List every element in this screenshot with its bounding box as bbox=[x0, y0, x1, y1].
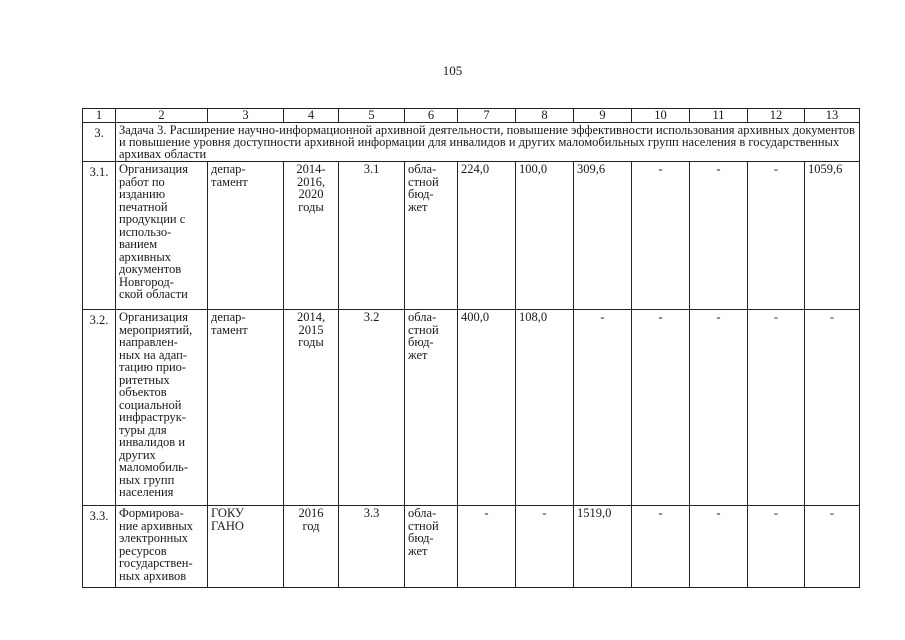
value-cell: - bbox=[748, 162, 805, 310]
value-cell: - bbox=[748, 310, 805, 506]
value-cell: - bbox=[690, 310, 748, 506]
value-cell: - bbox=[458, 506, 516, 588]
target-indicator: 3.2 bbox=[339, 310, 405, 506]
column-number: 3 bbox=[208, 109, 284, 123]
column-number: 13 bbox=[805, 109, 860, 123]
period: 2016 год bbox=[284, 506, 339, 588]
column-number: 4 bbox=[284, 109, 339, 123]
table-row bbox=[83, 162, 860, 310]
column-number: 7 bbox=[458, 109, 516, 123]
target-indicator: 3.1 bbox=[339, 162, 405, 310]
value-cell: - bbox=[690, 162, 748, 310]
column-number: 11 bbox=[690, 109, 748, 123]
column-number: 1 bbox=[83, 109, 116, 123]
page-number: 105 bbox=[442, 63, 463, 78]
target-indicator: 3.3 bbox=[339, 506, 405, 588]
value-cell: - bbox=[574, 310, 632, 506]
column-number: 5 bbox=[339, 109, 405, 123]
value-cell: 1059,6 bbox=[805, 162, 860, 310]
column-number-row bbox=[83, 109, 860, 123]
column-number: 10 bbox=[632, 109, 690, 123]
activity-name: Организация мероприятий, направлен- ных на адап- тацию прио- ритетных объектов социальной инфраструк- туры для инвалидов и других маломобиль- ных групп населения bbox=[116, 310, 208, 506]
row-number: 3.3. bbox=[83, 506, 116, 588]
value-cell: 1519,0 bbox=[574, 506, 632, 588]
executor: депар- тамент bbox=[208, 162, 284, 310]
column-number: 2 bbox=[116, 109, 208, 123]
activity-name: Формирова- ние архивных электронных ресурсов государствен- ных архивов bbox=[116, 506, 208, 588]
task-description: Задача 3. Расширение научно-информационной архивной деятельности, повышение эффективности использования архивных документов и повышение уровня доступности архивной информации для инвалидов и других маломобильных групп населения в государственных архивах области bbox=[116, 123, 860, 162]
value-cell: - bbox=[690, 506, 748, 588]
value-cell: 309,6 bbox=[574, 162, 632, 310]
executor: ГОКУ ГАНО bbox=[208, 506, 284, 588]
task-number: 3. bbox=[83, 123, 116, 162]
executor: депар- тамент bbox=[208, 310, 284, 506]
row-number: 3.2. bbox=[83, 310, 116, 506]
period: 2014- 2016, 2020 годы bbox=[284, 162, 339, 310]
column-number: 12 bbox=[748, 109, 805, 123]
period: 2014, 2015 годы bbox=[284, 310, 339, 506]
value-cell: 100,0 bbox=[516, 162, 574, 310]
funding-source: обла- стной бюд- жет bbox=[405, 310, 458, 506]
value-cell: 224,0 bbox=[458, 162, 516, 310]
program-table bbox=[82, 108, 860, 588]
column-number: 9 bbox=[574, 109, 632, 123]
value-cell: 400,0 bbox=[458, 310, 516, 506]
column-number: 8 bbox=[516, 109, 574, 123]
value-cell: 108,0 bbox=[516, 310, 574, 506]
value-cell: - bbox=[632, 310, 690, 506]
funding-source: обла- стной бюд- жет bbox=[405, 162, 458, 310]
table-row bbox=[83, 310, 860, 506]
task-row bbox=[83, 123, 860, 162]
column-number: 6 bbox=[405, 109, 458, 123]
value-cell: - bbox=[632, 162, 690, 310]
value-cell: - bbox=[516, 506, 574, 588]
activity-name: Организация работ по изданию печатной продукции с использо- ванием архивных документов Новгород- ской области bbox=[116, 162, 208, 310]
value-cell: - bbox=[805, 310, 860, 506]
value-cell: - bbox=[748, 506, 805, 588]
row-number: 3.1. bbox=[83, 162, 116, 310]
value-cell: - bbox=[632, 506, 690, 588]
value-cell: - bbox=[805, 506, 860, 588]
table-row bbox=[83, 506, 860, 588]
funding-source: обла- стной бюд- жет bbox=[405, 506, 458, 588]
